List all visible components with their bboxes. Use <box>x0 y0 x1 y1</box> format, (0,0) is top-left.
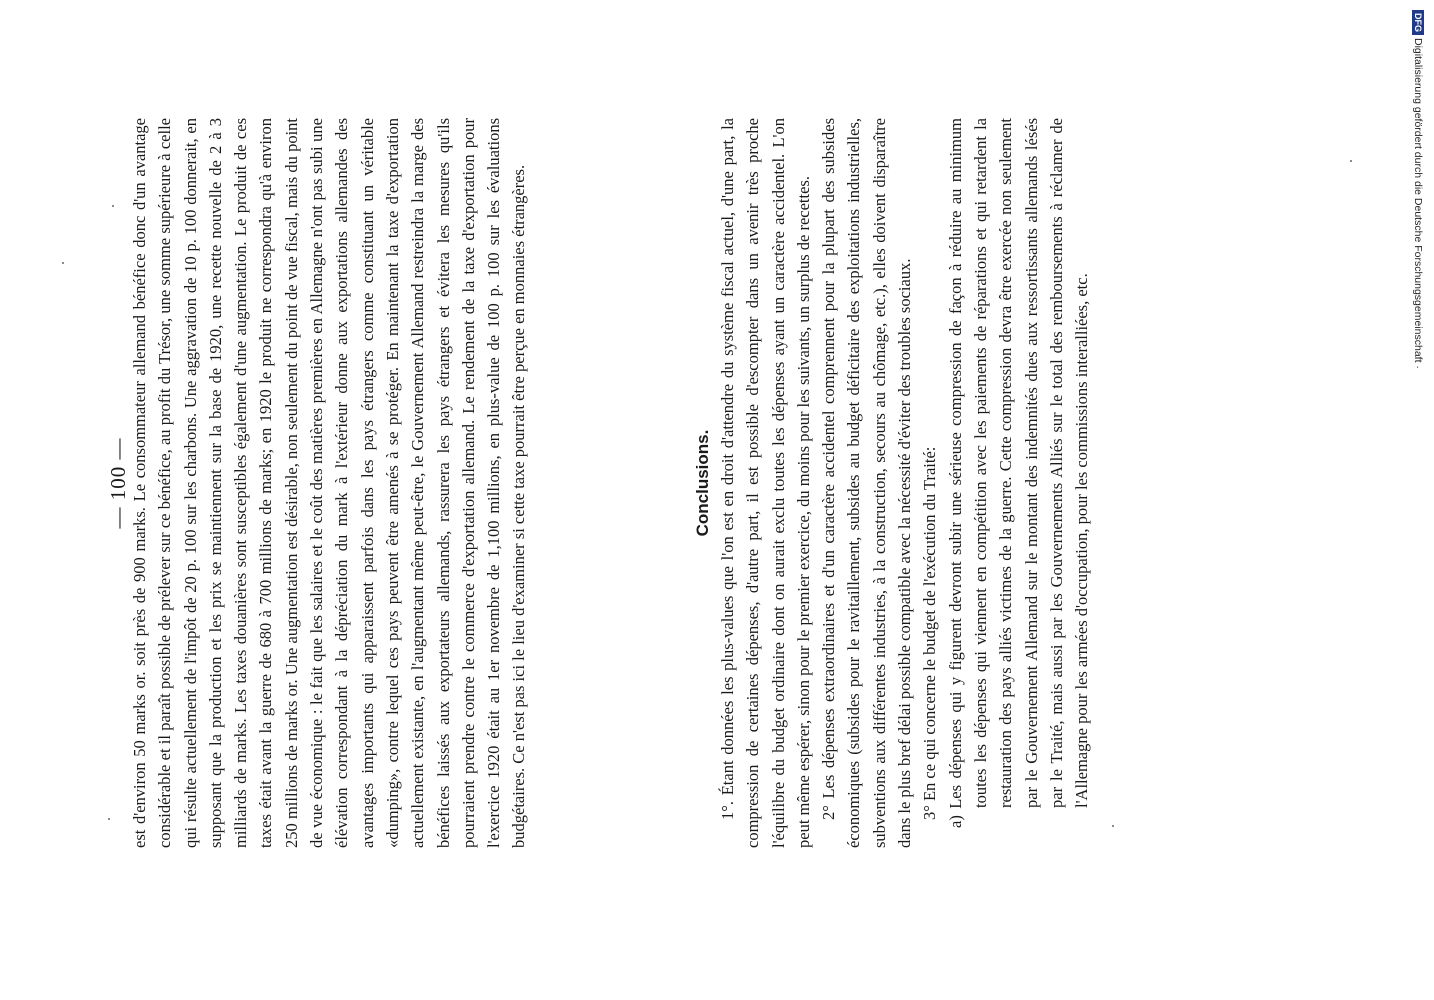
dfg-logo-icon: DFG <box>1412 10 1424 35</box>
rotated-document-page <box>105 118 1315 848</box>
digitization-credit <box>1412 10 1424 369</box>
scan-speck <box>1350 160 1352 162</box>
page-number: — 100 — <box>106 437 130 529</box>
scan-speck <box>108 818 110 820</box>
conclusions-heading: Conclusions. <box>693 429 712 537</box>
paragraph-taxes: est d'environ 50 marks or. soit près de 900 marks. Le consommateur allemand bénéfice donc d'un avantage considérable et il paraît possible de prélever sur ce bénéfice, au profit du Trésor, une somme supérieure à celle qui résulte actuellement de l'impôt de 20 p. 100 sur les charbons. Une aggravation de 10 p. 100 donnerait, en supposant que la production et les prix se maintiennent sur la base de 1920, une recette nouvelle de 2 à 3 milliards de marks. Les taxes douanières sont susceptibles également d'une augmentation. Le produit de ces taxes était avant la guerre de 680 à 700 millions de marks; en 1920 le produit ne correspondra qu'à environ 250 millions de marks or. Une augmentation est désirable, non seulement du point de vue fiscal, mais du point de vue économique : le fait que les salaires et le coût des matières premières en Allemagne n'ont pas subi une élévation correspondant à la dépréciation du mark à l'extérieur donne aux exportations allemandes des avantages importants qui apparaissent parfois dans les pays étrangers comme constituant un véritable «dumping», contre lequel ces pays peuvent être amenés à se protéger. En maintenant la taxe d'exportation actuellement existante, en l'augmentant même peut-être, le Gouvernement Allemand restreindra la marge des bénéfices laissés aux exportateurs allemands, rassurera les pays étrangers et évitera les mesures qu'ils pourraient prendre contre le commerce d'exportation allemand. Le rendement de la taxe d'exportation pour l'exercice 1920 était au 1er novembre de 1,100 millions, en plus-value de 100 p. 100 sur les évaluations budgétaires. Ce n'est pas ici le lieu d'examiner si cette taxe pourrait être perçue en monnaies étrangères. <box>130 118 529 848</box>
conclusion-paragraph-2: 2° Les dépenses extraordinaires et d'un caractère accidentel comprennent pour la plupart des subsides économiques (subsides pour le ravitaillement, subsides au budget déficitaire des exploitations industrielles, subventions aux différentes industries, à la construction, secours au chômage, etc.), elles doivent disparaître dans le plus bref délai possible compatible avec la nécessité d'éviter des troubles sociaux. <box>819 118 915 848</box>
scan-speck <box>62 262 64 264</box>
conclusion-paragraph-3: 3° En ce qui concerne le budget de l'exécution du Traité: <box>920 446 940 820</box>
body-text-top <box>127 118 532 848</box>
scan-speck <box>112 205 114 207</box>
conclusion-subitem-a: a) Les dépenses qui y figurent devront subir une sérieuse compression de façon à réduire au minimum toutes les dépenses qui viennent en compétition avec les paiements de réparations et qui retardent la restauration des pays alliés victimes de la guerre. Cette compression devra être exercée non seulement par le Gouvernement Allemand sur le montant des indemnités dues aux ressortissants allemands lésés par le Traité, mais aussi par les Gouvernements Alliés sur le total des remboursements à réclamer de l'Allemagne pour les armées d'occupation, pour les commissions interalliées, etc. <box>945 118 1092 828</box>
conclusion-paragraph-1: 1°. Étant données les plus-values que l'on est en droit d'attendre du système fiscal actuel, d'une part, la compression de certaines dépenses, d'autre part, il est possible d'escompter dans un avenir très proche l'équilibre du budget ordinaire dont on aurait exclu toutes les dépenses ayant un caractère accidentel. L'on peut même espérer, sinon pour le premier exercice, du moins pour les suivants, un surplus de recettes. <box>718 118 813 848</box>
credit-text: Digitalisierung gefördert durch die Deutsche Forschungsgemeinschaft · <box>1412 38 1424 369</box>
conclusions-section <box>690 118 1094 848</box>
scan-speck <box>1112 825 1114 827</box>
